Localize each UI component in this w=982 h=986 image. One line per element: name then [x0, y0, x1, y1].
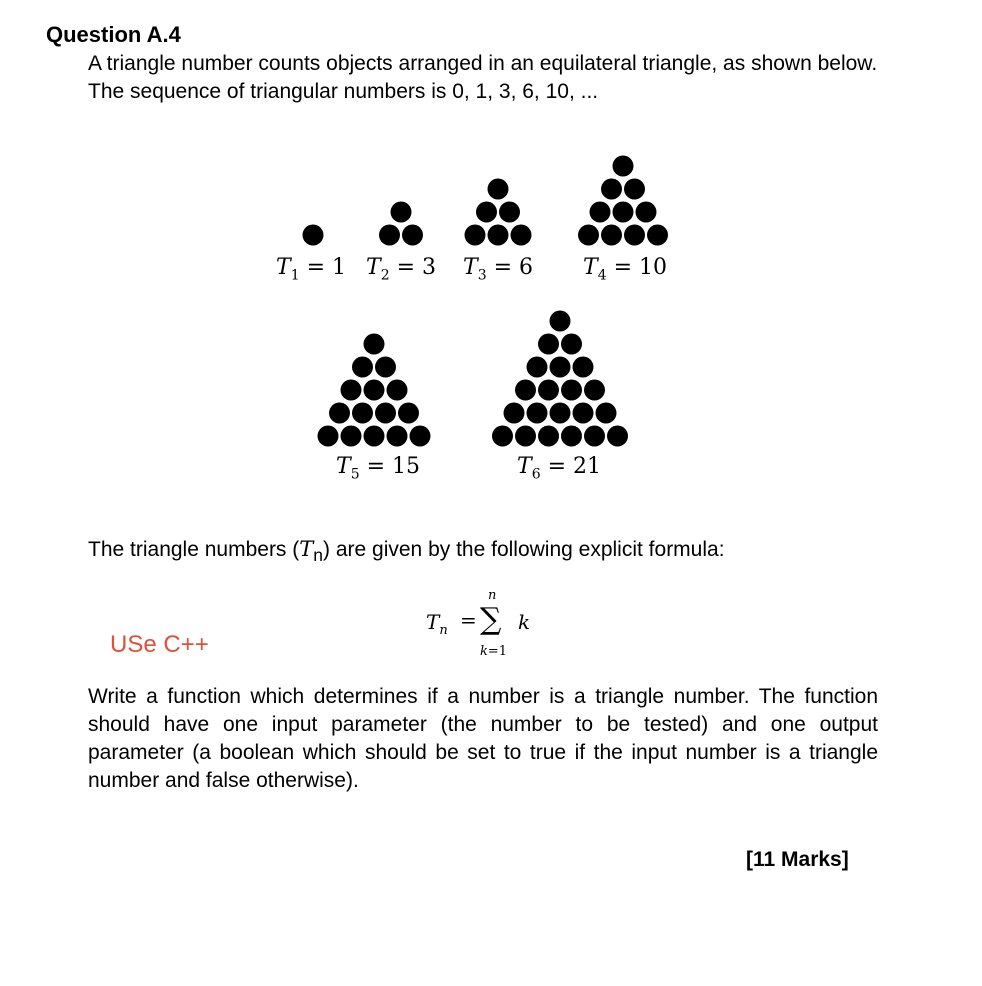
triangle-dot — [387, 380, 408, 401]
triangle-label-5: $T_5 = 15$ — [336, 454, 421, 483]
sum-symbol: ∑ — [480, 602, 502, 637]
triangle-dot — [410, 426, 431, 447]
triangle-dot — [488, 179, 509, 200]
triangle-dot — [387, 426, 408, 447]
triangle-dot — [515, 380, 536, 401]
triangle-label-6: $T_6 = 21$ — [517, 454, 602, 483]
triangle-dot — [538, 380, 559, 401]
triangle-dot — [352, 403, 373, 424]
triangle-dot — [511, 225, 532, 246]
triangle-dot — [488, 225, 509, 246]
summation-formula — [426, 588, 586, 666]
handwritten-note: USe C++ — [110, 631, 209, 658]
intro-paragraph: A triangle number counts objects arranged in an equilateral triangle, as shown below. The sequence of triangular numbers is 0, 1, 3, 6, 10, ... — [88, 52, 878, 103]
formula-lhs: $T_n$ — [426, 610, 448, 638]
triangle-dot — [318, 426, 339, 447]
triangle-dot — [398, 403, 419, 424]
formula-intro: The triangle numbers $(T_n)$ are given by the following explicit formula: — [88, 537, 725, 566]
triangle-dot — [515, 426, 536, 447]
triangle-label-3: $T_3 = 6$ — [463, 255, 534, 284]
triangle-dot — [402, 225, 423, 246]
triangle-dot — [624, 225, 645, 246]
triangle-dot — [492, 426, 513, 447]
triangle-label-4: $T_4 = 10$ — [583, 255, 668, 284]
triangle-dot — [527, 357, 548, 378]
triangle-dot — [538, 426, 559, 447]
triangle-dot — [613, 156, 634, 177]
triangle-dot — [499, 202, 520, 223]
triangle-dot — [584, 380, 605, 401]
triangle-dot — [364, 334, 385, 355]
triangle-dot — [647, 225, 668, 246]
formula-equals: = — [460, 608, 477, 632]
triangle-dot — [538, 334, 559, 355]
triangle-dot — [624, 179, 645, 200]
triangle-dot — [590, 202, 611, 223]
triangle-dot — [607, 426, 628, 447]
question-title: Question A.4 — [46, 22, 181, 47]
triangle-label-1: $T_1 = 1$ — [276, 255, 347, 284]
triangle-dot — [613, 202, 634, 223]
triangle-dot — [561, 426, 582, 447]
sum-term: k — [518, 610, 531, 634]
triangle-dot — [578, 225, 599, 246]
triangle-dot — [391, 202, 412, 223]
triangle-dot — [476, 202, 497, 223]
triangle-dot — [550, 311, 571, 332]
task-paragraph: Write a function which determines if a number is a triangle number. The function should have one input parameter (the number to be tested) and one output parameter (a boolean which should be set to true if the input number is a triangle number and false otherwise). — [88, 685, 878, 792]
triangle-dot — [601, 179, 622, 200]
triangle-dot — [573, 403, 594, 424]
triangle-dot — [341, 426, 362, 447]
sum-lower-limit: k=1 — [480, 644, 508, 659]
marks-label: [11 Marks] — [746, 848, 849, 871]
triangle-dot — [375, 403, 396, 424]
triangle-dot — [561, 380, 582, 401]
triangle-dot — [341, 380, 362, 401]
triangle-dot — [379, 225, 400, 246]
triangle-dot — [573, 357, 594, 378]
triangle-label-2: $T_2 = 3$ — [366, 255, 437, 284]
triangle-dot — [465, 225, 486, 246]
sum-upper-limit: n — [488, 588, 497, 603]
triangle-dot — [550, 357, 571, 378]
triangle-dot — [375, 357, 396, 378]
triangle-dot — [303, 225, 324, 246]
triangle-dot — [550, 403, 571, 424]
triangle-dot — [561, 334, 582, 355]
triangle-dot — [596, 403, 617, 424]
triangle-dot — [584, 426, 605, 447]
triangle-dot — [329, 403, 350, 424]
triangle-dot — [601, 225, 622, 246]
triangle-dot — [352, 357, 373, 378]
triangle-dot — [636, 202, 657, 223]
triangle-dot — [527, 403, 548, 424]
triangle-dot — [364, 426, 385, 447]
triangle-dot — [364, 380, 385, 401]
triangle-dot — [504, 403, 525, 424]
